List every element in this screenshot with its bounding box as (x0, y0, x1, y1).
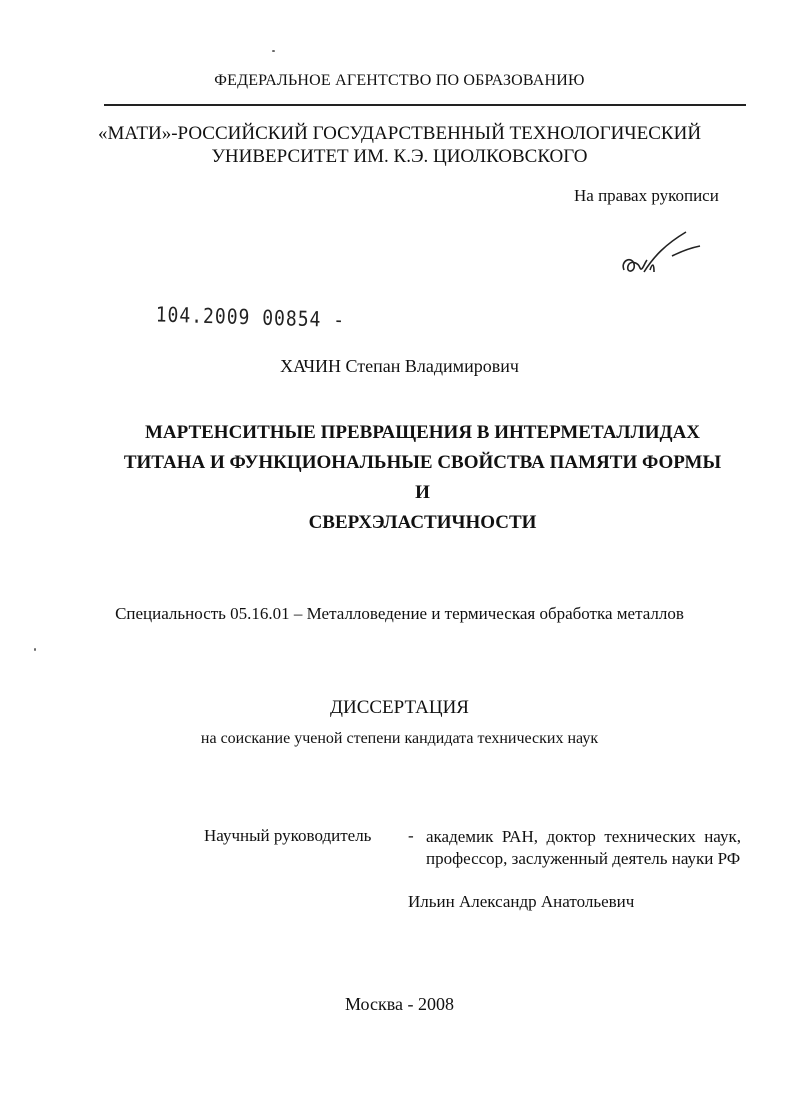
author-name: ХАЧИН Степан Владимирович (280, 356, 519, 376)
dissertation-title (120, 418, 725, 538)
rights-note: На правах рукописи (574, 186, 719, 205)
degree-line: на соискание ученой степени кандидата технических наук (200, 730, 599, 747)
scan-speck (34, 648, 36, 651)
registration-stamp: 104.2009 00854 - (155, 303, 346, 333)
header-divider (104, 104, 746, 106)
supervisor-label: Научный руководитель (204, 826, 372, 845)
supervisor-dash: - (408, 826, 414, 845)
agency-header: ФЕДЕРАЛЬНОЕ АГЕНТСТВО ПО ОБРАЗОВАНИЮ (214, 72, 585, 89)
title-line-2: ТИТАНА И ФУНКЦИОНАЛЬНЫЕ СВОЙСТВА ПАМЯТИ ФОРМЫ И (123, 452, 722, 503)
title-line-1: МАРТЕНСИТНЫЕ ПРЕВРАЩЕНИЯ В ИНТЕРМЕТАЛЛИДАХ (144, 422, 701, 443)
scan-speck (272, 50, 275, 52)
supervisor-credentials: академик РАН, доктор технических наук, профессор, заслуженный деятель науки РФ (426, 827, 741, 868)
specialty: Специальность 05.16.01 – Металловедение и термическая обработка металлов (115, 604, 684, 623)
university-line-2: УНИВЕРСИТЕТ ИМ. К.Э. ЦИОЛКОВСКОГО (211, 146, 588, 167)
signature (614, 226, 710, 288)
title-line-3: СВЕРХЭЛАСТИЧНОСТИ (308, 512, 537, 533)
document-type: ДИССЕРТАЦИЯ (330, 697, 469, 718)
university-name (0, 122, 799, 168)
city-year: Москва - 2008 (345, 994, 454, 1014)
supervisor-name: Ильин Александр Анатольевич (408, 892, 635, 911)
university-line-1: «МАТИ»-РОССИЙСКИЙ ГОСУДАРСТВЕННЫЙ ТЕХНОЛОГИЧЕСКИЙ (97, 123, 702, 144)
